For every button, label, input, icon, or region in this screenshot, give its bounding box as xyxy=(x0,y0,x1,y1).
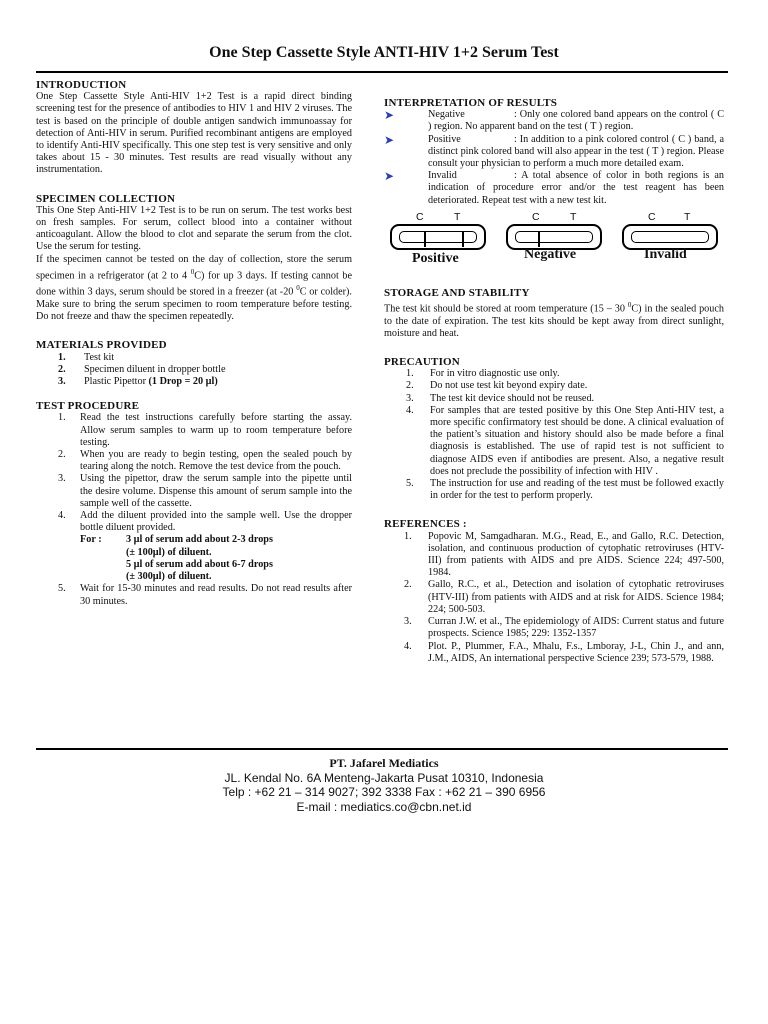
procedure-heading: TEST PROCEDURE xyxy=(36,400,140,413)
arrow-bullet-icon: ➤ xyxy=(384,169,395,184)
list-item: 1. For in vitro diagnostic use only. xyxy=(406,368,560,380)
test-label: T xyxy=(684,210,691,223)
test-label: T xyxy=(570,210,577,223)
list-item: 2. Do not use test kit beyond expiry date. xyxy=(406,380,588,392)
degree-sign: 0 xyxy=(296,284,300,293)
list-item: 1. Read the test instructions carefully before starting the assay. Allow serum samples to warm up to room temperature before testing. xyxy=(58,412,352,448)
arrow-bullet-icon: ➤ xyxy=(384,132,395,147)
interpretation-heading: INTERPRETATION OF RESULTS xyxy=(384,97,558,109)
control-label: C xyxy=(532,210,540,223)
list-item: 3. Curran J.W. et al., The epidemiology of AIDS: Current status and future prospects. Science 1985; 229: 1352-1357 xyxy=(404,616,724,640)
test-band xyxy=(462,231,464,247)
top-rule xyxy=(36,71,728,73)
procedure-list xyxy=(36,412,352,534)
right-column xyxy=(384,97,724,665)
left-column xyxy=(36,79,352,608)
cassette-label-negative: Negative xyxy=(524,246,577,262)
test-label: T xyxy=(454,210,461,223)
storage-text: The test kit should be stored at room temperature (15 – 30 $^0$C) in the sealed pouch to the date of expiration. The test kits should be kept away from direct sunlight, moisture and heat. xyxy=(384,301,724,339)
specimen-paragraph-1: This One Step Anti-HIV 1+2 Test is to be run on serum. The test works best on fresh samples. For serum, collect blood into a container without anticoagulant. Allow the blood to clot and separate the serum from the clot. Use the serum for testing. xyxy=(36,204,352,253)
cassette-label-invalid: Invalid xyxy=(644,246,687,262)
company-phone: Telp : +62 21 – 314 9027; 392 3338 Fax : +62 21 – 390 6956 xyxy=(222,785,546,799)
references-heading: REFERENCES : xyxy=(384,518,467,531)
specimen-paragraph-2: If the specimen cannot be tested on the day of collection, store the serum specimen in a refrigerator (at 2 to 4 $^0$C) for up 3 days. If testing cannot be done within 3 days, serum should be stored in a freezer (at -20 $^0$C or colder). Make sure to bring the serum specimen to room temperature before testing. Do not freeze and thaw the specimen repeatedly. xyxy=(36,253,352,323)
dose-row: 5 µl of serum add about 6-7 drops xyxy=(126,558,273,570)
control-band xyxy=(424,231,426,247)
list-item: 1. Popovic M, Samgadharan. M.G., Read, E., and Gallo, R.C. Detection, isolation, and continuous production of cytophatic retroviruses (HTV-III) from patients with AIDS and pre AIDS. Science 224; 497-500, 1984. xyxy=(404,530,724,579)
storage-heading: STORAGE AND STABILITY xyxy=(384,286,530,299)
introduction-heading: INTRODUCTION xyxy=(36,79,127,91)
interpretation-positive: ➤ Positive : In addition to a pink colored control ( C ) band, a distinct pink colored band will also appear in the test ( T ) region. Please consult your physician to perform a much more detailed exam. xyxy=(384,132,724,170)
cassette-diagram xyxy=(384,211,724,281)
dose-row: (± 100µl) of diluent. xyxy=(126,546,212,558)
list-item: 3. The test kit device should not be reused. xyxy=(406,392,595,404)
precaution-list xyxy=(384,368,724,502)
cassette-invalid xyxy=(622,224,718,250)
cassette-positive xyxy=(390,224,486,250)
control-label: C xyxy=(416,210,424,223)
degree-sign: 0 xyxy=(627,301,632,310)
document-title: One Step Cassette Style ANTI-HIV 1+2 Serum Test xyxy=(209,44,559,61)
interpretation-negative: ➤ Negative : Only one colored band appears on the control ( C ) region. No apparent band on the test ( T ) region. xyxy=(384,108,724,133)
footer xyxy=(0,756,768,814)
degree-sign: 0 xyxy=(190,267,195,276)
list-item: 4. Add the diluent provided into the sample well. Use the dropper bottle diluent provided. xyxy=(58,510,352,534)
list-item: 2. When you are ready to begin testing, open the sealed pouch by tearing along the notch. Remove the test device from the pouch. xyxy=(58,449,352,473)
list-item: 3. Plastic Pipettor (1 Drop = 20 µl) xyxy=(58,376,218,388)
interpretation-invalid: ➤ Invalid : A total absence of color in both regions is an indication of procedure error and/or the test reagent has been deteriorated. Repeat test with a new test kit. xyxy=(384,169,724,206)
company-name: PT. Jafarel Mediatics xyxy=(329,756,439,770)
dose-row: For : 3 µl of serum add about 2-3 drops xyxy=(80,534,273,546)
control-band xyxy=(538,231,540,247)
introduction-text: One Step Cassette Style Anti-HIV 1+2 Test is a rapid direct binding screening test for the presence of antibodies to HIV 1 and HIV 2 viruses. The test is based on the principle of double antigen sandwich immunoassay for detection of Anti-HIV in serum. Purified recombinant antigens are employed to identify Anti-HIV specifically. This one step test is very sensitive and only takes about 15 - 30 minutes. Test results are read visually without any instrumentation. xyxy=(36,91,352,176)
cassette-negative xyxy=(506,224,602,250)
materials-list xyxy=(36,352,352,389)
list-item: 2. Specimen diluent in dropper bottle xyxy=(58,363,226,375)
references-list xyxy=(384,531,724,665)
arrow-bullet-icon: ➤ xyxy=(384,108,395,123)
precaution-heading: PRECAUTION xyxy=(384,356,460,369)
list-item: 4. Plot. P., Plummer, F.A., Mhalu, F.s., Lmboray, J-L, Chin J., and ann, J.M., AIDS, An international perspective Science 239; 573-579, 1988. xyxy=(404,640,724,664)
list-item: 4. For samples that are tested positive by this One Step Anti-HIV test, a more specific confirmatory test should be done. A clinical evaluation of the patient’s situation and history should also be made before a final diagnosis is established. The use of rapid test is not sufficient to diagnose AIDS even if antibodies are present. Also, a negative result does not preclude the possibility of infection with HIV . xyxy=(406,404,724,477)
list-item: 3. Using the pipettor, draw the serum sample into the pipette until the desire volume. Dispense this amount of serum sample into the sample well of the cassette. xyxy=(58,473,352,509)
list-item: 5. The instruction for use and reading of the test must be followed exactly in order for the test to perform properly. xyxy=(406,478,724,502)
cassette-label-positive: Positive xyxy=(412,250,459,266)
dose-row: (± 300µl) of diluent. xyxy=(126,571,212,583)
procedure-list-continued xyxy=(36,583,352,607)
company-address: JL. Kendal No. 6A Menteng-Jakarta Pusat 10310, Indonesia xyxy=(224,770,544,785)
list-item: 1. Test kit xyxy=(58,351,115,363)
specimen-heading: SPECIMEN COLLECTION xyxy=(36,192,176,205)
list-item: 2. Gallo, R.C., et al., Detection and isolation of cytophatic retroviruses (HTV-III) from patients with AIDS and at risk for AIDS. Science 1984; 224; 500-503. xyxy=(404,579,724,615)
materials-heading: MATERIALS PROVIDED xyxy=(36,339,167,352)
control-label: C xyxy=(648,210,656,223)
list-item: 5. Wait for 15-30 minutes and read results. Do not read results after 30 minutes. xyxy=(58,583,352,607)
company-email: E-mail : mediatics.co@cbn.net.id xyxy=(296,799,472,814)
